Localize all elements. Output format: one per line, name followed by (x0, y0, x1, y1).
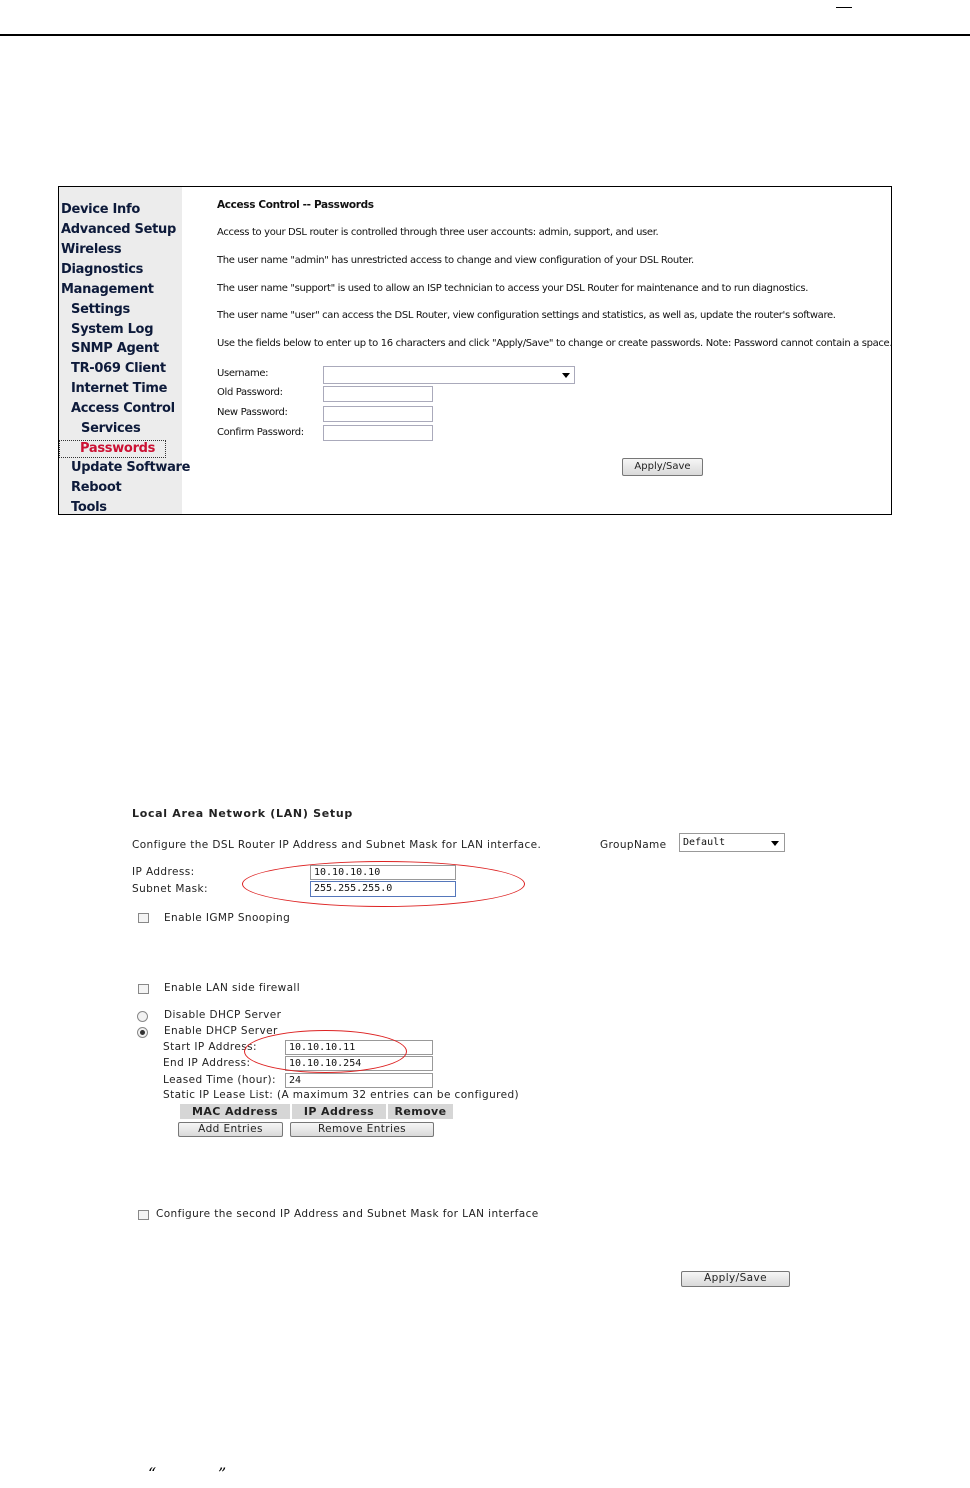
ip-address-input[interactable]: 10.10.10.10 (310, 865, 456, 880)
end-ip-input[interactable]: 10.10.10.254 (285, 1056, 433, 1071)
add-entries-button[interactable]: Add Entries (178, 1122, 283, 1137)
second-ip-label: Configure the second IP Address and Subnet Mask for LAN interface (156, 1208, 539, 1220)
remove-entries-button[interactable]: Remove Entries (290, 1122, 434, 1137)
confirm-password-label: Confirm Password: (217, 427, 304, 438)
firewall-checkbox[interactable] (138, 984, 149, 994)
col-mac-address: MAC Address (179, 1103, 291, 1120)
sidebar-item-services[interactable]: Services (81, 421, 141, 436)
page-title: Access Control -- Passwords (217, 199, 374, 211)
sidebar-item-device-info[interactable]: Device Info (61, 202, 140, 217)
sidebar-item-management[interactable]: Management (61, 282, 154, 297)
sidebar-item-tools[interactable]: Tools (71, 500, 107, 515)
groupname-value: Default (683, 837, 726, 848)
second-ip-checkbox[interactable] (138, 1210, 149, 1220)
sidebar-item-diagnostics[interactable]: Diagnostics (61, 262, 144, 277)
start-ip-input[interactable]: 10.10.10.11 (285, 1040, 433, 1055)
sidebar-item-system-log[interactable]: System Log (71, 322, 154, 337)
highlight-ellipse-ip (242, 861, 525, 907)
enable-dhcp-label: Enable DHCP Server (164, 1025, 278, 1037)
end-ip-label: End IP Address: (163, 1057, 251, 1069)
igmp-checkbox[interactable] (138, 913, 149, 923)
sidebar-item-reboot[interactable]: Reboot (71, 480, 122, 495)
static-lease-label: Static IP Lease List: (A maximum 32 entries can be configured) (163, 1089, 520, 1101)
sidebar-item-snmp-agent[interactable]: SNMP Agent (71, 341, 159, 356)
instructions-paragraph: Use the fields below to enter up to 16 characters and click "Apply/Save" to change or create passwords. Note: Password cannot contain a space. (217, 338, 893, 349)
sidebar-item-wireless[interactable]: Wireless (61, 242, 122, 257)
lan-apply-save-button[interactable]: Apply/Save (681, 1271, 790, 1287)
intro-paragraph: Access to your DSL router is controlled through three user accounts: admin, support, and user. (217, 227, 659, 238)
leased-time-input[interactable]: 24 (285, 1073, 433, 1088)
start-ip-label: Start IP Address: (163, 1041, 257, 1053)
sidebar-item-tr069-client[interactable]: TR-069 Client (71, 361, 166, 376)
lan-setup-title: Local Area Network (LAN) Setup (132, 807, 353, 820)
subnet-mask-label: Subnet Mask: (132, 883, 208, 895)
enable-dhcp-radio[interactable] (137, 1027, 148, 1038)
sidebar-item-passwords[interactable]: Passwords (59, 440, 166, 458)
sidebar-item-access-control[interactable]: Access Control (71, 401, 175, 416)
static-lease-table-header (179, 1103, 454, 1120)
old-password-label: Old Password: (217, 387, 283, 398)
configure-text: Configure the DSL Router IP Address and Subnet Mask for LAN interface. (132, 839, 542, 851)
username-label: Username: (217, 368, 269, 379)
highlight-ellipse-dhcp (244, 1030, 407, 1073)
user-paragraph: The user name "user" can access the DSL Router, view configuration settings and statistics, as well as, update the router's software. (217, 310, 836, 321)
new-password-label: New Password: (217, 407, 288, 418)
col-ip-address: IP Address (291, 1103, 387, 1120)
apply-save-button[interactable]: Apply/Save (622, 458, 703, 476)
disable-dhcp-radio[interactable] (137, 1011, 148, 1022)
ip-address-label: IP Address: (132, 866, 195, 878)
sidebar-item-internet-time[interactable]: Internet Time (71, 381, 168, 396)
admin-paragraph: The user name "admin" has unrestricted access to change and view configuration of your DSL Router. (217, 255, 694, 266)
sidebar-item-update-software[interactable]: Update Software (71, 460, 191, 475)
groupname-select[interactable] (679, 833, 785, 852)
col-remove: Remove (387, 1103, 454, 1120)
close-quote: ” (218, 1464, 227, 1483)
sidebar-item-advanced-setup[interactable]: Advanced Setup (61, 222, 176, 237)
sidebar-item-settings[interactable]: Settings (71, 302, 130, 317)
leased-time-label: Leased Time (hour): (163, 1074, 276, 1086)
chevron-down-icon (771, 841, 779, 846)
igmp-label: Enable IGMP Snooping (164, 912, 291, 924)
groupname-label: GroupName (600, 839, 667, 851)
firewall-label: Enable LAN side firewall (164, 982, 301, 994)
open-quote: “ (148, 1464, 157, 1483)
disable-dhcp-label: Disable DHCP Server (164, 1009, 282, 1021)
support-paragraph: The user name "support" is used to allow an ISP technician to access your DSL Router for maintenance and to run diagnostics. (217, 283, 809, 294)
subnet-mask-input[interactable]: 255.255.255.0 (310, 881, 456, 897)
